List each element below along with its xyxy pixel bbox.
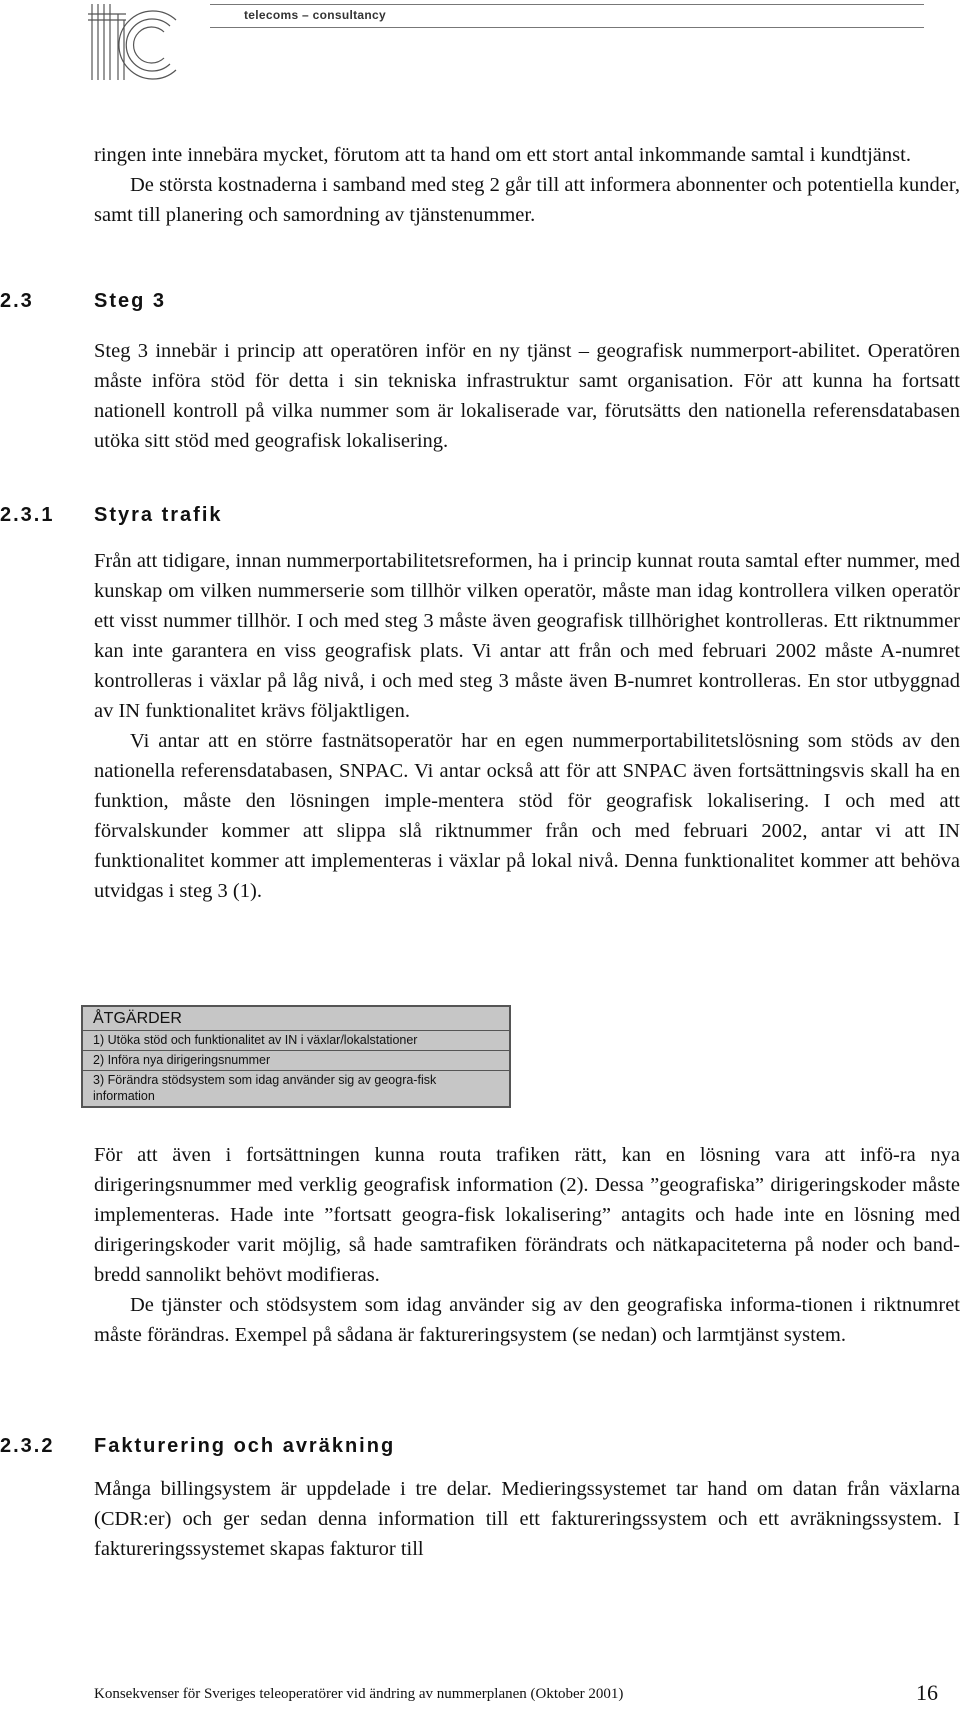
paragraph: För att även i fortsättningen kunna routa trafiken rätt, kan en lösning vara att infö-ra nya dirigeringsnummer med verklig geografisk information (2). Dessa ”geografiska” dirigeringskoder måste implementeras. Hade inte ”fortsatt geogra-fisk lokalisering” antagits och hade inte en lösning med dirigeringskoder varit möjlig, så hade samtrafiken förändrats och nätkapaciteterna på noder och band-bredd sannolikt behövt modifieras. xyxy=(94,1144,960,1286)
company-logo xyxy=(86,0,186,84)
section-number: 2.3 xyxy=(0,290,34,312)
paragraph: De största kostnaderna i samband med steg 2 går till att informera abonnenter och potentiella kunder, samt till planering och samordning av tjänstenummer. xyxy=(94,174,960,226)
paragraph: Från att tidigare, innan nummerportabilitetsreformen, ha i princip kunnat routa samtal efter nummer, med kunskap om vilken nummerserie som tillhör vilken operatör, måste man idag kontrollera vilken operatör ett visst nummer tillhör. I och med steg 3 måste även geografisk tillhörighet kontrolleras. Ett riktnummer kan inte garantera en viss geografisk plats. Vi antar att från och med februari 2002 måste A-numret kontrolleras i växlar på låg nivå, i och med steg 3 måste även B-numret kontrolleras. En stor utbyggnad av IN funktionalitet krävs följaktligen. xyxy=(94,550,960,722)
header-rule-bottom xyxy=(210,27,924,28)
paragraph: Många billingsystem är uppdelade i tre delar. Medieringssystemet tar hand om datan från växlarna (CDR:er) och ger sedan denna information till ett faktureringssystem och ett avräkningssystem. I faktureringssystemet skapas fakturor till xyxy=(94,1478,960,1560)
section-number: 2.3.2 xyxy=(0,1435,55,1457)
section-title: Styra trafik xyxy=(94,504,223,526)
section-2-3-1-body xyxy=(94,546,960,906)
actions-table-row: 2) Införa nya dirigeringsnummer xyxy=(83,1050,509,1070)
page-number: 16 xyxy=(916,1680,938,1705)
section-number: 2.3.1 xyxy=(0,504,55,526)
actions-table-row: 3) Förändra stödsystem som idag använder sig av geogra-fisk information xyxy=(83,1070,509,1106)
footer-text: Konsekvenser för Sveriges teleoperatörer vid ändring av nummerplanen (Oktober 2001) xyxy=(94,1686,624,1702)
actions-table xyxy=(81,1005,511,1108)
section-title: Fakturering och avräkning xyxy=(94,1435,396,1457)
section-2-3-body xyxy=(94,336,960,456)
header-rule-top xyxy=(210,4,924,5)
actions-table-heading: ÅTGÄRDER xyxy=(93,1010,182,1027)
paragraph: Steg 3 innebär i princip att operatören inför en ny tjänst – geografisk nummerport-abilitet. Operatören måste införa stöd för detta i sin tekniska infrastruktur samt organisation. För att kunna ha fortsatt nationell kontroll på vilka nummer som är lokaliserade var, förutsätts den nationella referensdatabasen utöka sitt stöd med geografisk lokalisering. xyxy=(94,340,960,452)
intro-paragraphs xyxy=(94,140,960,230)
actions-table-row: 1) Utöka stöd och funktionalitet av IN i växlar/lokalstationer xyxy=(83,1030,509,1050)
paragraph: De tjänster och stödsystem som idag använder sig av den geografiska informa-tionen i riktnumret måste förändras. Exempel på sådana är faktureringsystem (se nedan) och larmtjänst system. xyxy=(94,1294,960,1346)
section-title: Steg 3 xyxy=(94,290,167,312)
paragraph: Vi antar att en större fastnätsoperatör har en egen nummerportabilitetslösning som stöds av den nationella referensdatabasen, SNPAC. Vi antar också att för att SNPAC även fortsättningsvis skall ha en funktion, måste den lösningen imple-mentera stöd för geografisk lokalisering. I och med att förvalskunder kommer att slippa slå riktnummer från och med februari 2002, antar vi att IN funktionalitet kommer att implementeras i växlar på lokal nivå. Denna funktionalitet kommer att behöva utvidgas i steg 3 (1). xyxy=(94,730,960,902)
section-2-3-1-body-continued xyxy=(94,1140,960,1350)
section-2-3-2-body xyxy=(94,1474,960,1564)
header-company-name: telecoms – consultancy xyxy=(244,8,386,22)
paragraph: ringen inte innebära mycket, förutom att ta hand om ett stort antal inkommande samtal i kundtjänst. xyxy=(94,144,911,166)
